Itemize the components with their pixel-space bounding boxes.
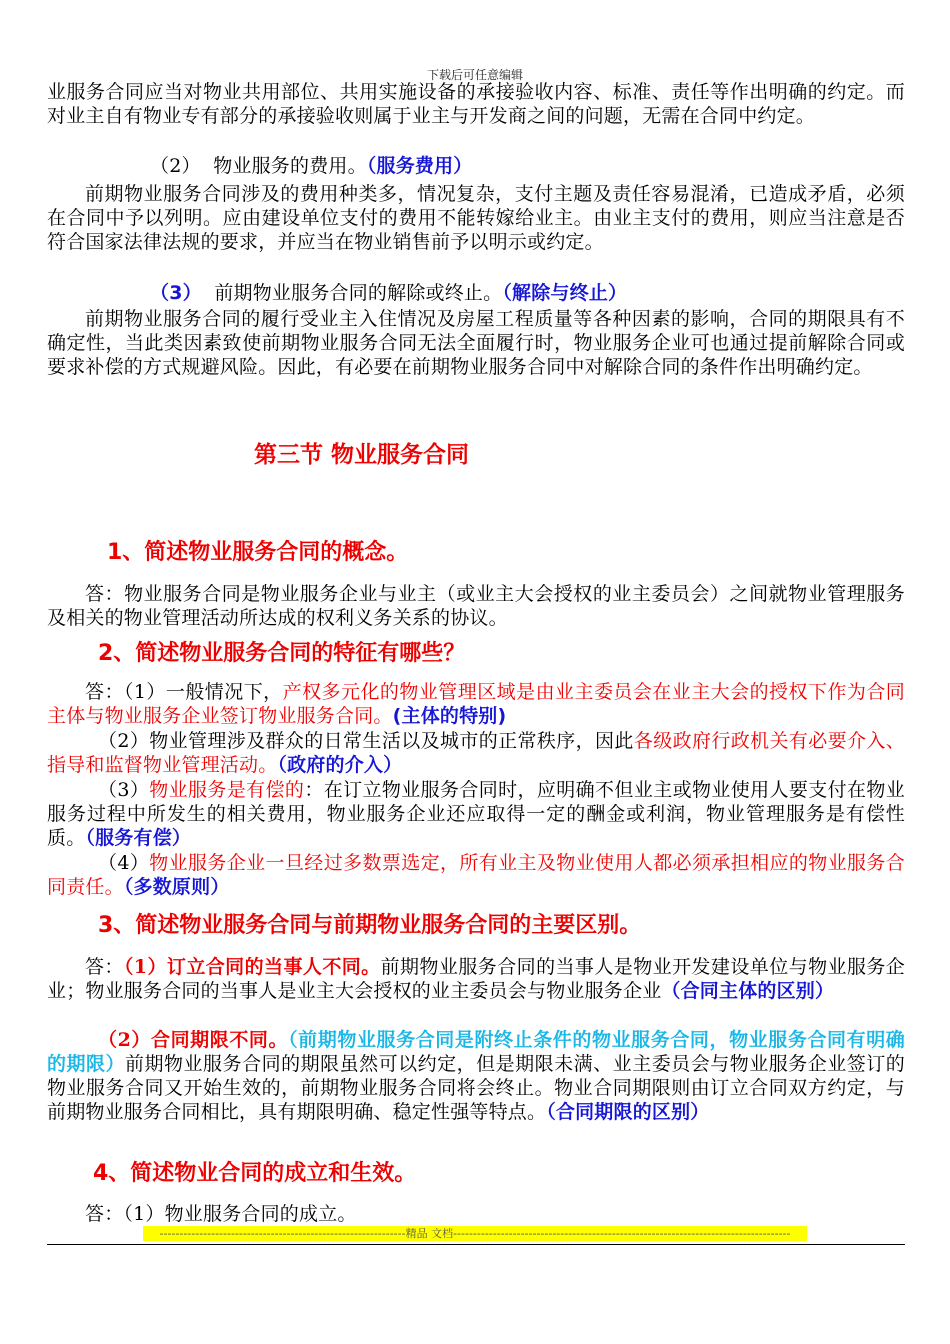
answer-highlight: 物业服务企业一旦经过多数票选定，所有业主及物业使用人都必须承担相应的物业服务合同责任。 — [47, 852, 905, 898]
footer-divider — [47, 1244, 905, 1245]
question-3-title: 3、简述物业服务合同与前期物业服务合同的主要区别。 — [98, 913, 642, 938]
answer-text: 前期物业服务合同的期限虽然可以约定，但是期限未满、业主委员会与物业服务企业签订的物业服务合同又开始生效的，前期物业服务合同将会终止。物业合同期限则由订立合同双方约定，与前期物业服务合同相比，具有期限明确、稳定性强等特点。 — [47, 1053, 905, 1123]
header-note: 下载后可任意编辑 — [426, 68, 523, 82]
question-4-title: 4、简述物业合同的成立和生效。 — [93, 1161, 417, 1186]
tag-government: （政府的介入） — [277, 754, 403, 776]
question-3-answer-2 — [47, 1028, 905, 1124]
item-text: 物业服务的费用。 — [213, 155, 367, 177]
paragraph-acceptance: 业服务合同应当对物业共用部位、共用实施设备的承接验收内容、标准、责任等作出明确的约定。而对业主自有物业专有部分的承接验收则属于业主与开发商之间的问题，无需在合同中约定。 — [47, 81, 905, 127]
answer-highlight: （1）订立合同的当事人不同。 — [123, 956, 381, 978]
item-text: 前期物业服务合同的解除或终止。 — [214, 282, 503, 304]
paragraph-termination-heading — [47, 281, 905, 305]
question-2-title: 2、简述物业服务合同的特征有哪些？ — [98, 641, 466, 666]
question-3-answer-1 — [47, 955, 905, 1003]
answer-text: （2）物业管理涉及群众的日常生活以及城市的正常秩序，因此 — [98, 730, 634, 752]
footer-banner: --------------------------------------------------------------精品 文档------------------------------------------------------------------------------------- — [143, 1226, 807, 1241]
tag-termination: （解除与终止） — [502, 282, 628, 304]
tag-subject: (主体的特别) — [392, 705, 507, 727]
tag-service-fee: （服务费用） — [366, 155, 473, 177]
answer-text: 答：（1）一般情况下， — [85, 681, 283, 703]
answer-highlight: 产权多元化的物业管理区域是由业主委员会在业主大会的授权下作为合同主体与物业服务企业签订物业服务合同。 — [47, 681, 905, 727]
question-1-title: 1、简述物业服务合同的概念。 — [107, 540, 409, 565]
paragraph-termination: 前期物业服务合同的履行受业主入住情况及房屋工程质量等各种因素的影响，合同的期限具有不确定性，当此类因素致使前期物业服务合同无法全面履行时，物业服务企业可也通过提前解除合同或要求补偿的方式规避风险。因此，有必要在前期物业服务合同中对解除合同的条件作出明确约定。 — [47, 308, 905, 378]
section-title: 第三节 物业服务合同 — [254, 442, 470, 468]
answer-highlight: 物业服务是有偿的 — [149, 779, 305, 801]
tag-parties: （合同主体的区别） — [661, 980, 835, 1002]
tag-paid: （服务有偿） — [85, 827, 192, 849]
question-2-answer-4 — [47, 851, 905, 899]
question-2-answer-1 — [47, 680, 905, 728]
question-1-answer: 答：物业服务合同是物业服务企业与业主（或业主大会授权的业主委员会）之间就物业管理服务及相关的物业管理活动所达成的权利义务关系的协议。 — [47, 583, 905, 629]
answer-text: （3） — [98, 779, 150, 801]
question-2-answer-2 — [47, 729, 905, 777]
answer-text: 前期物业服务合同的当事人是物业开发建设单位与物业服务企业；物业服务合同的当事人是业主大会授权的业主委员会与物业服务企业 — [47, 956, 906, 1002]
paragraph-fee-heading — [47, 154, 905, 178]
answer-highlight: （2）合同期限不同。 — [98, 1029, 289, 1051]
paragraph-fee: 前期物业服务合同涉及的费用种类多，情况复杂，支付主题及责任容易混淆，已造成矛盾，必须在合同中予以列明。应由建设单位支付的费用不能转嫁给业主。由业主支付的费用，则应当注意是否符合国家法律法规的要求，并应当在物业销售前予以明示或约定。 — [47, 183, 905, 253]
item-number: （2） — [150, 155, 201, 177]
question-2-answer-3 — [47, 778, 905, 850]
answer-highlight: 各级政府行政机关有必要介入、指导和监督物业管理活动。 — [47, 730, 905, 776]
tag-majority: （多数原则） — [123, 876, 230, 898]
tag-term: （合同期限的区别） — [546, 1101, 710, 1123]
question-4-answer: 答：（1）物业服务合同的成立。 — [85, 1203, 357, 1225]
answer-text: 答： — [85, 956, 124, 978]
answer-text: ：在订立物业服务合同时，应明确不但业主或物业使用人要支付在物业服务过程中所发生的相关费用，物业服务企业还应取得一定的酬金或利润，物业管理服务是有偿性质。 — [47, 779, 905, 849]
answer-cyan-note: （前期物业服务合同是附终止条件的物业服务合同，物业服务合同有明确的期限） — [47, 1029, 905, 1075]
answer-text: （4） — [98, 852, 150, 874]
item-number: （3） — [150, 282, 202, 304]
